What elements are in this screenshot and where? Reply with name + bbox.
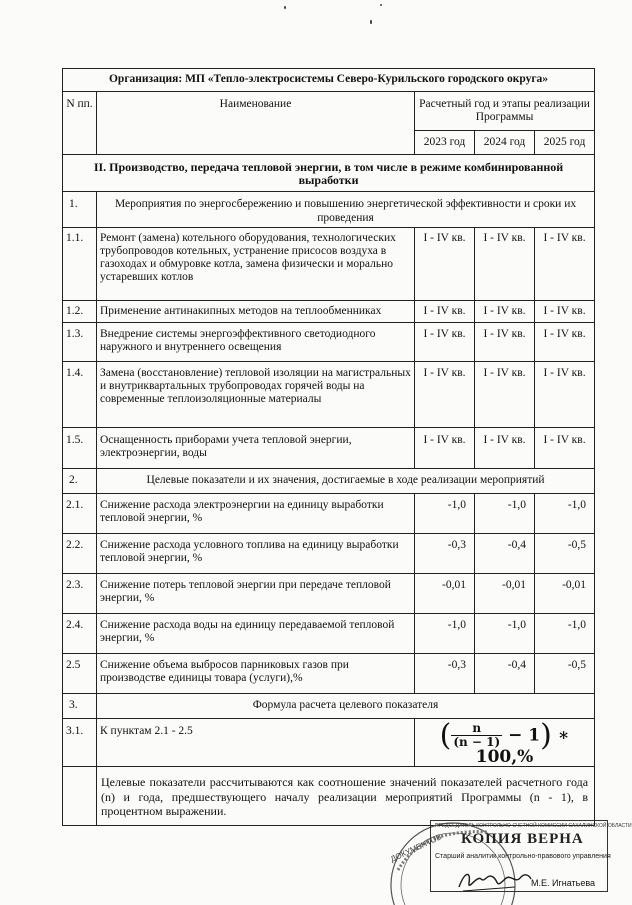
formula-paren: ( (439, 717, 452, 753)
row-value: I - IV кв. (535, 427, 595, 468)
row-value: -0,01 (415, 573, 475, 613)
org-row (63, 69, 595, 92)
formula (415, 718, 595, 766)
row-value: I - IV кв. (475, 300, 535, 322)
formula-row (63, 718, 595, 766)
row-value: I - IV кв. (415, 227, 475, 300)
table-row (63, 227, 595, 300)
col-header-year: 2025 год (535, 131, 595, 155)
stamp-title: КОПИЯ ВЕРНА (461, 831, 584, 847)
col-header-years-title: Расчетный год и этапы реализации Программы (415, 92, 595, 131)
section-row (63, 155, 595, 192)
table-row (63, 653, 595, 693)
block-num: 1. (63, 192, 97, 227)
block2-header-row (63, 468, 595, 493)
row-value: I - IV кв. (415, 361, 475, 427)
row-name: Снижение расхода условного топлива на единицу выработки тепловой энергии, % (97, 533, 415, 573)
block-num: 3. (63, 693, 97, 718)
row-num: 1.1. (63, 227, 97, 300)
table-row (63, 573, 595, 613)
col-header-name: Наименование (97, 92, 415, 155)
table-row (63, 493, 595, 533)
formula-denominator: (n − 1) (453, 735, 501, 750)
row-value: -0,4 (475, 533, 535, 573)
row-value: -0,3 (415, 533, 475, 573)
row-name: Ремонт (замена) котельного оборудования, технологических трубопроводов котельных, устранение присосов воздуха в газоходах и обмуровке котла, замена физически и морально устаревших котлов (97, 227, 415, 300)
row-value: I - IV кв. (535, 322, 595, 361)
row-num: 3.1. (63, 718, 97, 766)
organization-title: Организация: МП «Тепло-электросистемы Северо-Курильского городского округа» (63, 69, 595, 92)
table-row (63, 613, 595, 653)
formula-multiplier: ∗ 100,% (475, 725, 570, 767)
row-num: 1.3. (63, 322, 97, 361)
row-num: 2.1. (63, 493, 97, 533)
block-title: Целевые показатели и их значения, достигаемые в ходе реализации мероприятий (97, 468, 595, 493)
row-num: 2.3. (63, 573, 97, 613)
row-value: I - IV кв. (415, 300, 475, 322)
table-row (63, 427, 595, 468)
table-row (63, 533, 595, 573)
program-table (62, 68, 595, 826)
row-value: I - IV кв. (475, 227, 535, 300)
formula-paren: ) (540, 717, 552, 753)
scan-speck (370, 20, 372, 24)
block1-header-row (63, 192, 595, 227)
stamp-role: Старший аналитик контрольно-правового управления (435, 853, 611, 860)
col-header-year: 2023 год (415, 131, 475, 155)
col-header-num: N пп. (63, 92, 97, 155)
row-num: 2.5 (63, 653, 97, 693)
block-title: Мероприятия по энергосбережению и повышению энергетической эффективности и сроки их проведения (97, 192, 595, 227)
row-value: -1,0 (475, 613, 535, 653)
block-title: Формула расчета целевого показателя (97, 693, 595, 718)
row-name: Применение антинакипных методов на теплообменниках (97, 300, 415, 322)
formula-minus-one: − 1 (508, 725, 541, 746)
row-name: Снижение расхода воды на единицу передаваемой тепловой энергии, % (97, 613, 415, 653)
row-value: -1,0 (535, 613, 595, 653)
block-num: 2. (63, 468, 97, 493)
row-name: Замена (восстановление) тепловой изоляции на магистральных и внутриквартальных трубопроводах горячей воды на современные теплоизоляционные материалы (97, 361, 415, 427)
block3-header-row (63, 693, 595, 718)
scan-speck (284, 6, 286, 9)
row-value: -0,5 (535, 653, 595, 693)
row-num: 2.2. (63, 533, 97, 573)
header-row (63, 92, 595, 131)
row-name: Снижение расхода электроэнергии на единицу выработки тепловой энергии, % (97, 493, 415, 533)
row-value: -1,0 (415, 493, 475, 533)
row-num: 1.4. (63, 361, 97, 427)
row-value: I - IV кв. (475, 322, 535, 361)
row-name: Оснащенность приборами учета тепловой энергии, электроэнергии, воды (97, 427, 415, 468)
row-num: 1.5. (63, 427, 97, 468)
formula-numerator: n (451, 722, 502, 736)
row-value: -0,01 (475, 573, 535, 613)
row-name: Внедрение системы энергоэффективного светодиодного наружного и внутреннего освещения (97, 322, 415, 361)
row-value: I - IV кв. (535, 300, 595, 322)
row-value: -0,3 (415, 653, 475, 693)
section-title: II. Производство, передача тепловой энергии, в том числе в режиме комбинированной выработки (63, 155, 595, 192)
row-value: I - IV кв. (535, 227, 595, 300)
table-row (63, 361, 595, 427)
row-num: 1.2. (63, 300, 97, 322)
col-header-year: 2024 год (475, 131, 535, 155)
note-num-cell (63, 767, 97, 826)
row-value: I - IV кв. (415, 322, 475, 361)
row-value: I - IV кв. (535, 361, 595, 427)
row-value: -1,0 (415, 613, 475, 653)
signature-icon (455, 865, 535, 895)
table-row (63, 300, 595, 322)
svg-text:ДОКУМЕНТОВ: ДОКУМЕНТОВ (389, 832, 444, 864)
formula-note: Целевые показатели рассчитываются как соотношение значений показателей расчетного года (n) и года, предшествующего началу реализации мероприятий Программы (n - 1), в процентном выражении. (97, 767, 595, 826)
formula-fraction (451, 722, 502, 749)
row-value: I - IV кв. (475, 361, 535, 427)
row-value: -0,4 (475, 653, 535, 693)
row-value: I - IV кв. (415, 427, 475, 468)
row-name: Снижение потерь тепловой энергии при передаче тепловой энергии, % (97, 573, 415, 613)
stamp-header: ПРЕДСЕДАТЕЛЬ КОНТРОЛЬНО-СЧЕТНОЙ КОМИССИИ САХАЛИНСКОЙ ОБЛАСТИ (435, 823, 632, 829)
row-num: 2.4. (63, 613, 97, 653)
row-value: I - IV кв. (475, 427, 535, 468)
row-name: К пунктам 2.1 - 2.5 (97, 718, 415, 766)
table-row (63, 322, 595, 361)
row-value: -1,0 (535, 493, 595, 533)
scan-speck (380, 4, 382, 6)
stamp-signer-name: М.Е. Игнатьева (531, 878, 596, 888)
row-name: Снижение объема выбросов парниковых газов при производстве единицы товара (услуги),% (97, 653, 415, 693)
row-value: -0,5 (535, 533, 595, 573)
row-value: -0,01 (535, 573, 595, 613)
row-value: -1,0 (475, 493, 535, 533)
